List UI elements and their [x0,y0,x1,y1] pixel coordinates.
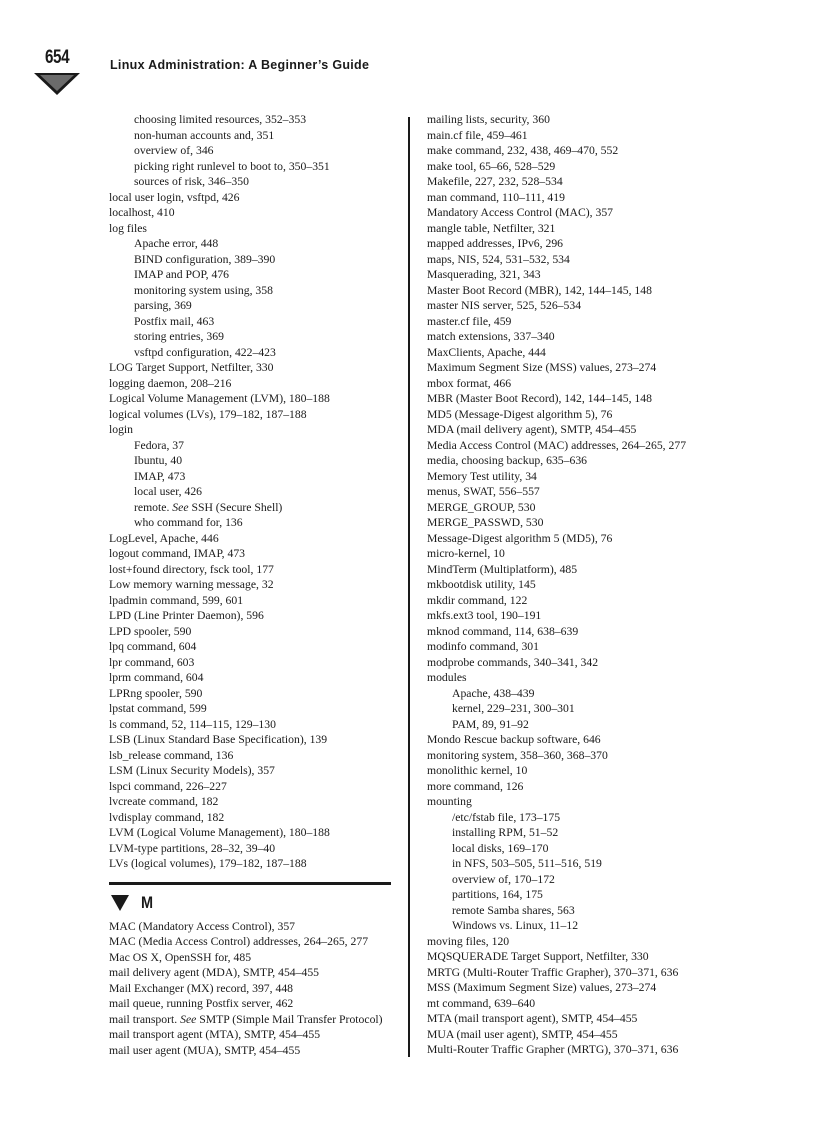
entry-text: login [109,423,134,436]
index-subentry [427,856,727,872]
index-entry [427,453,727,469]
index-entry [427,965,727,981]
entry-text: man command, 110–111, 419 [427,190,565,204]
entry-text: main.cf file, 459–461 [427,128,528,142]
section-triangle-icon [111,895,129,911]
entry-text: MAC (Media Access Control) addresses, 264–265, 277 [109,935,369,948]
entry-text: LSB (Linux Standard Base Specification), 139 [109,733,328,746]
entry-text: Ibuntu, 40 [134,454,183,467]
index-entry [109,593,399,609]
entry-text: lpstat command, 599 [109,702,207,715]
entry-text: modules [427,671,467,684]
index-entry [109,391,399,407]
entry-text: kernel, 229–231, 300–301 [452,702,575,715]
entry-text: mail user agent (MUA), SMTP, 454–455 [109,1043,301,1057]
see-reference-label: See [180,1012,197,1026]
entry-text: match extensions, 337–340 [427,330,555,343]
entry-text: Message-Digest algorithm 5 (MD5), 76 [427,531,613,545]
entry-text: mail delivery agent (MDA), SMTP, 454–455 [109,966,320,979]
entry-text: LVM (Logical Volume Management), 180–188 [109,826,330,839]
entry-text: remote Samba shares, 563 [452,903,575,917]
entry-text: mkdir command, 122 [427,593,528,607]
entry-text: LVs (logical volumes), 179–182, 187–188 [109,857,307,870]
entry-text: LPD (Line Printer Daemon), 596 [109,609,264,622]
index-entry [427,500,727,516]
index-subentry [109,128,399,144]
index-entry [427,298,727,314]
index-entry [427,267,727,283]
entry-text: Mail Exchanger (MX) record, 397, 448 [109,981,294,995]
index-entry [109,701,399,717]
entry-text: MSS (Maximum Segment Size) values, 273–274 [427,981,657,994]
entry-text: IMAP and POP, 476 [134,268,230,281]
index-entry [427,1011,727,1027]
entry-text: LSM (Linux Security Models), 357 [109,764,275,777]
index-entry [109,205,399,221]
entry-text: partitions, 164, 175 [452,888,543,901]
index-entry [109,794,399,810]
index-subentry [109,236,399,252]
index-subentry [109,283,399,299]
entry-text: Multi-Router Traffic Grapher (MRTG), 370–371, 636 [427,1043,679,1056]
index-entry [109,686,399,702]
entry-text: Postfix mail, 463 [134,314,215,328]
index-entry [427,1027,727,1043]
index-subentry [427,701,727,717]
index-entry [109,546,399,562]
entry-text: lpq command, 604 [109,640,197,653]
index-subentry [109,267,399,283]
entry-text: Master Boot Record (MBR), 142, 144–145, 148 [427,283,652,297]
index-subentry [109,252,399,268]
entry-text: mangle table, Netfilter, 321 [427,221,556,235]
index-entry [427,996,727,1012]
index-entry [427,221,727,237]
entry-text: parsing, 369 [134,299,192,312]
entry-text: mounting [427,795,472,808]
index-entry [427,577,727,593]
index-entry [427,345,727,361]
entry-text: sources of risk, 346–350 [134,175,249,188]
index-entry [109,748,399,764]
index-subentry [109,174,399,190]
index-entry [109,422,399,438]
index-entry [109,360,399,376]
index-subentry [427,717,727,733]
index-entry [109,996,399,1012]
index-entry [109,531,399,547]
index-subentry [427,686,727,702]
entry-text: LVM-type partitions, 28–32, 39–40 [109,841,276,855]
entry-text: make tool, 65–66, 528–529 [427,159,556,173]
index-column-right [427,112,727,1058]
entry-text: lvdisplay command, 182 [109,810,225,824]
index-entry [109,1012,399,1028]
index-entry [427,283,727,299]
entry-text: in NFS, 503–505, 511–516, 519 [452,857,602,870]
entry-text: IMAP, 473 [134,469,186,483]
index-subentry [109,469,399,485]
entry-text: modinfo command, 301 [427,640,539,653]
index-entry [427,252,727,268]
index-entry [427,546,727,562]
entry-text: MTA (mail transport agent), SMTP, 454–455 [427,1012,638,1025]
entry-text: overview of, 170–172 [452,872,555,886]
entry-text: Fedora, 37 [134,438,184,452]
index-entry [427,128,727,144]
entry-text: master.cf file, 459 [427,314,512,328]
index-entry [427,562,727,578]
entry-text: Makefile, 227, 232, 528–534 [427,175,563,188]
entry-text: storing entries, 369 [134,330,224,343]
entry-text: vsftpd configuration, 422–423 [134,345,276,359]
index-subentry [427,810,727,826]
index-entry [109,376,399,392]
index-subentry [427,918,727,934]
index-entry [427,639,727,655]
index-entry [109,810,399,826]
entry-text: mknod command, 114, 638–639 [427,624,579,638]
section-rule [109,882,391,885]
index-entry [109,934,399,950]
index-entry [427,438,727,454]
index-entry [427,1042,727,1058]
entry-text: LogLevel, Apache, 446 [109,531,219,545]
index-subentry [427,841,727,857]
entry-text: mkfs.ext3 tool, 190–191 [427,609,542,622]
entry-text: LOG Target Support, Netfilter, 330 [109,361,274,374]
entry-text: mbox format, 466 [427,376,512,390]
entry-text: MBR (Master Boot Record), 142, 144–145, 148 [427,392,652,405]
index-column-left [109,112,399,1058]
entry-text: remote. [134,500,170,514]
index-entry [427,732,727,748]
entry-text: logging daemon, 208–216 [109,376,232,390]
entry-text: Maximum Segment Size (MSS) values, 273–274 [427,361,657,374]
index-entry [109,763,399,779]
entry-text: MD5 (Message-Digest algorithm 5), 76 [427,407,613,421]
entry-text: monolithic kernel, 10 [427,764,528,777]
entry-text: overview of, 346 [134,144,214,157]
entry-text: BIND configuration, 389–390 [134,252,276,266]
entry-text: log files [109,221,147,235]
index-entry [109,1027,399,1043]
entry-text: ls command, 52, 114–115, 129–130 [109,717,276,731]
index-entry [109,670,399,686]
running-head: Linux Administration: A Beginner’s Guide [110,58,370,72]
index-entries-r [427,112,727,1058]
index-entry [109,608,399,624]
entry-text: Apache error, 448 [134,237,219,250]
entry-text: non-human accounts and, 351 [134,128,275,142]
entry-text: localhost, 410 [109,206,175,219]
index-subentry [109,112,399,128]
index-entry [427,515,727,531]
entry-text: MERGE_PASSWD, 530 [427,516,544,529]
entry-text: MUA (mail user agent), SMTP, 454–455 [427,1027,618,1041]
entry-text: PAM, 89, 91–92 [452,717,529,731]
index-entry [427,670,727,686]
entry-text: lspci command, 226–227 [109,779,227,793]
index-entries-l-bottom [109,919,399,1059]
index-entry [109,655,399,671]
index-entry [427,159,727,175]
page-number: 654 [45,47,70,68]
page-arrow-icon [34,73,80,95]
entry-text: MAC (Mandatory Access Control), 357 [109,919,296,933]
entry-text: monitoring system, 358–360, 368–370 [427,748,608,762]
see-reference-target: SSH (Secure Shell) [191,500,283,514]
entry-text: master NIS server, 525, 526–534 [427,299,582,312]
section-heading-m [109,889,399,917]
see-reference-label: See [172,500,189,514]
section-letter: M [141,892,154,912]
index-entry [109,639,399,655]
index-subentry [109,314,399,330]
index-entry [427,205,727,221]
entry-text: MaxClients, Apache, 444 [427,345,546,359]
entry-text: Logical Volume Management (LVM), 180–188 [109,392,330,405]
entry-text: MERGE_GROUP, 530 [427,500,536,514]
index-entries-l-top [109,112,399,872]
index-subentry [109,438,399,454]
entry-text: choosing limited resources, 352–353 [134,113,307,126]
column-divider [408,117,410,1057]
entry-text: mkbootdisk utility, 145 [427,578,536,591]
index-entry [427,391,727,407]
index-entry [427,469,727,485]
index-entry [109,717,399,733]
index-entry [427,624,727,640]
index-subentry [427,872,727,888]
entry-text: lpr command, 603 [109,655,195,669]
index-entry [427,794,727,810]
index-subentry [109,500,399,516]
index-entry [427,143,727,159]
index-subentry [427,887,727,903]
index-entry [427,980,727,996]
entry-text: menus, SWAT, 556–557 [427,485,540,498]
entry-text: local disks, 169–170 [452,841,549,855]
index-entry [109,841,399,857]
entry-text: lpadmin command, 599, 601 [109,593,244,607]
index-entry [109,981,399,997]
entry-text: /etc/fstab file, 173–175 [452,810,561,824]
entry-text: LPD spooler, 590 [109,624,192,638]
entry-text: lprm command, 604 [109,671,204,684]
index-entry [427,484,727,500]
index-entry [427,949,727,965]
index-entry [427,779,727,795]
entry-text: installing RPM, 51–52 [452,826,559,839]
index-entry [109,856,399,872]
index-subentry [109,159,399,175]
index-subentry [427,825,727,841]
entry-text: Mandatory Access Control (MAC), 357 [427,206,614,219]
index-entry [109,221,399,237]
index-entry [427,593,727,609]
entry-text: LPRng spooler, 590 [109,686,203,700]
index-entry [427,174,727,190]
index-subentry [109,298,399,314]
index-entry [427,422,727,438]
entry-text: who command for, 136 [134,516,243,529]
entry-text: MDA (mail delivery agent), SMTP, 454–455 [427,423,637,436]
entry-text: Mac OS X, OpenSSH for, 485 [109,950,252,964]
entry-text: MindTerm (Multiplatform), 485 [427,562,578,576]
entry-text: monitoring system using, 358 [134,283,273,297]
entry-text: make command, 232, 438, 469–470, 552 [427,144,619,157]
index-entry [427,748,727,764]
entry-text: mail queue, running Postfix server, 462 [109,997,294,1010]
index-entry [109,407,399,423]
index-entry [427,314,727,330]
index-entry [109,825,399,841]
entry-text: mail transport agent (MTA), SMTP, 454–455 [109,1028,321,1041]
entry-text: logical volumes (LVs), 179–182, 187–188 [109,407,307,421]
index-entry [427,763,727,779]
entry-text: MRTG (Multi-Router Traffic Grapher), 370–371, 636 [427,965,679,979]
index-entry [109,577,399,593]
entry-text: lost+found directory, fsck tool, 177 [109,562,274,576]
index-entry [427,360,727,376]
index-entry [427,190,727,206]
index-subentry [109,453,399,469]
entry-text: modprobe commands, 340–341, 342 [427,655,599,669]
index-subentry [109,345,399,361]
entry-text: MQSQUERADE Target Support, Netfilter, 330 [427,950,649,963]
index-entry [427,934,727,950]
entry-text: lvcreate command, 182 [109,795,219,808]
entry-text: Media Access Control (MAC) addresses, 264–265, 277 [427,438,687,452]
index-entry [427,531,727,547]
index-entry [109,562,399,578]
index-subentry [427,903,727,919]
entry-text: Mondo Rescue backup software, 646 [427,733,601,746]
entry-text: mt command, 639–640 [427,996,536,1010]
index-entry [427,329,727,345]
see-reference-target: SMTP (Simple Mail Transfer Protocol) [199,1012,383,1026]
entry-text: micro-kernel, 10 [427,547,505,560]
index-entry [109,950,399,966]
entry-text: Low memory warning message, 32 [109,578,274,591]
entry-text: Windows vs. Linux, 11–12 [452,919,579,932]
index-entry [109,624,399,640]
index-entry [109,732,399,748]
index-entry [109,965,399,981]
entry-text: moving files, 120 [427,934,510,948]
index-entry [427,112,727,128]
entry-text: maps, NIS, 524, 531–532, 534 [427,252,570,266]
index-entry [427,655,727,671]
entry-text: logout command, IMAP, 473 [109,547,246,560]
index-entry [427,376,727,392]
index-entry [427,608,727,624]
entry-text: local user, 426 [134,485,203,498]
entry-text: mail transport. [109,1012,178,1026]
index-entry [427,236,727,252]
entry-text: mapped addresses, IPv6, 296 [427,237,564,250]
index-entry [109,779,399,795]
index-entry [427,407,727,423]
entry-text: lsb_release command, 136 [109,748,234,762]
entry-text: Memory Test utility, 34 [427,469,537,483]
index-entry [109,919,399,935]
entry-text: Apache, 438–439 [452,686,535,700]
entry-text: Masquerading, 321, 343 [427,268,541,281]
index-entry [109,1043,399,1059]
entry-text: mailing lists, security, 360 [427,113,550,126]
entry-text: more command, 126 [427,779,524,793]
index-entry [109,190,399,206]
entry-text: local user login, vsftpd, 426 [109,190,240,204]
entry-text: picking right runlevel to boot to, 350–351 [134,159,330,173]
index-subentry [109,143,399,159]
index-subentry [109,329,399,345]
index-subentry [109,515,399,531]
entry-text: media, choosing backup, 635–636 [427,454,588,467]
index-subentry [109,484,399,500]
